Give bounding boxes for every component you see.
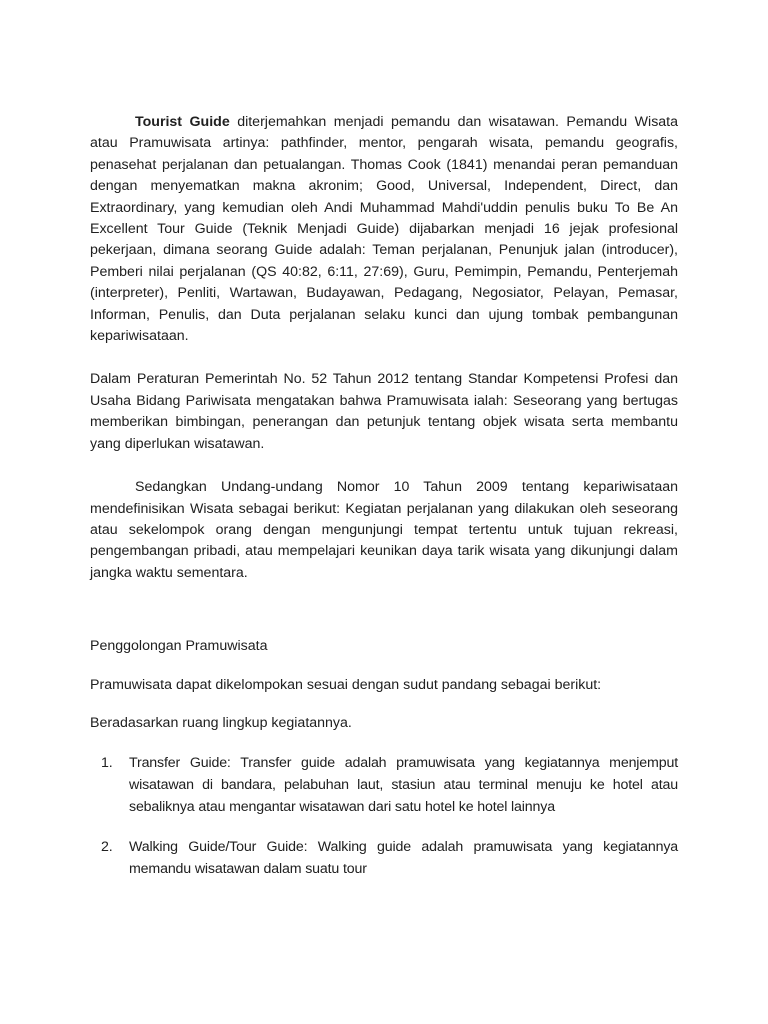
paragraph-peraturan-pemerintah: Dalam Peraturan Pemerintah No. 52 Tahun 2012 tentang Standar Kompetensi Profesi dan Usaha Bidang Pariwisata mengatakan bahwa Pramuwisata ialah: Seseorang yang bertugas memberikan bimbingan, penerangan dan petunjuk tentang objek wisata serta membantu yang diperlukan wisatawan.	[90, 371, 678, 452]
subheading-text: Beradasarkan ruang lingkup kegiatannya.	[90, 714, 352, 731]
guide-type-list	[90, 752, 678, 880]
paragraph-undang-undang: Sedangkan Undang-undang Nomor 10 Tahun 2009 tentang kepariwisataan mendefinisikan Wisata sebagai berikut: Kegiatan perjalanan yang dilakukan oleh seseorang atau sekelompok orang dengan mengunjungi tempat tertentu untuk tujuan rekreasi, pengembangan pribadi, atau mempelajari keunikan daya tarik wisata yang dikunjungi dalam jangka waktu sementara.	[90, 479, 678, 581]
list-item	[90, 752, 678, 818]
list-item-number: 2.	[101, 839, 113, 856]
paragraph-tourist-guide-text: diterjemahkan menjadi pemandu dan wisatawan. Pemandu Wisata atau Pramuwisata artinya: pathfinder, mentor, pengarah wisata, pemandu geografis, penasehat perjalanan dan petualangan. Thomas Cook (1841) menandai peran pemanduan dengan menyematkan makna akronim; Good, Universal, Independent, Direct, dan Extraordinary, yang kemudian oleh Andi Muhammad Mahdi'uddin penulis buku To Be An Excellent Tour Guide (Teknik Menjadi Guide) dijabarkan menjadi 16 jejak profesional pekerjaan, dimana seorang Guide adalah: Teman perjalanan, Penunjuk jalan (introducer), Pemberi nilai perjalanan (QS 40:82, 6:11, 27:69), Guru, Pemimpin, Pemandu, Penterjemah (interpreter), Penliti, Wartawan, Budayawan, Pedagang, Negosiator, Pelayan, Pemasar, Informan, Penulis, dan Duta perjalanan selaku kunci dan ujung tombak pembangunan kepariwisataan.	[90, 114, 679, 345]
document-page	[90, 112, 678, 880]
paragraph-tourist-guide	[90, 112, 678, 347]
list-item-number: 1.	[101, 755, 113, 772]
term-tourist-guide: Tourist Guide	[135, 114, 230, 130]
list-item-text: Walking Guide/Tour Guide: Walking guide adalah pramuwisata yang kegiatannya memandu wisatawan dalam suatu tour	[129, 839, 678, 878]
intro-text: Pramuwisata dapat dikelompokan sesuai dengan sudut pandang sebagai berikut:	[90, 676, 602, 693]
list-item	[90, 836, 678, 880]
section-heading: Penggolongan Pramuwisata	[90, 638, 268, 655]
list-item-text: Transfer Guide: Transfer guide adalah pramuwisata yang kegiatannya menjemput wisatawan di bandara, pelabuhan laut, stasiun atau terminal menuju ke hotel atau sebaliknya atau mengantar wisatawan dari satu hotel ke hotel lainnya	[129, 755, 678, 816]
